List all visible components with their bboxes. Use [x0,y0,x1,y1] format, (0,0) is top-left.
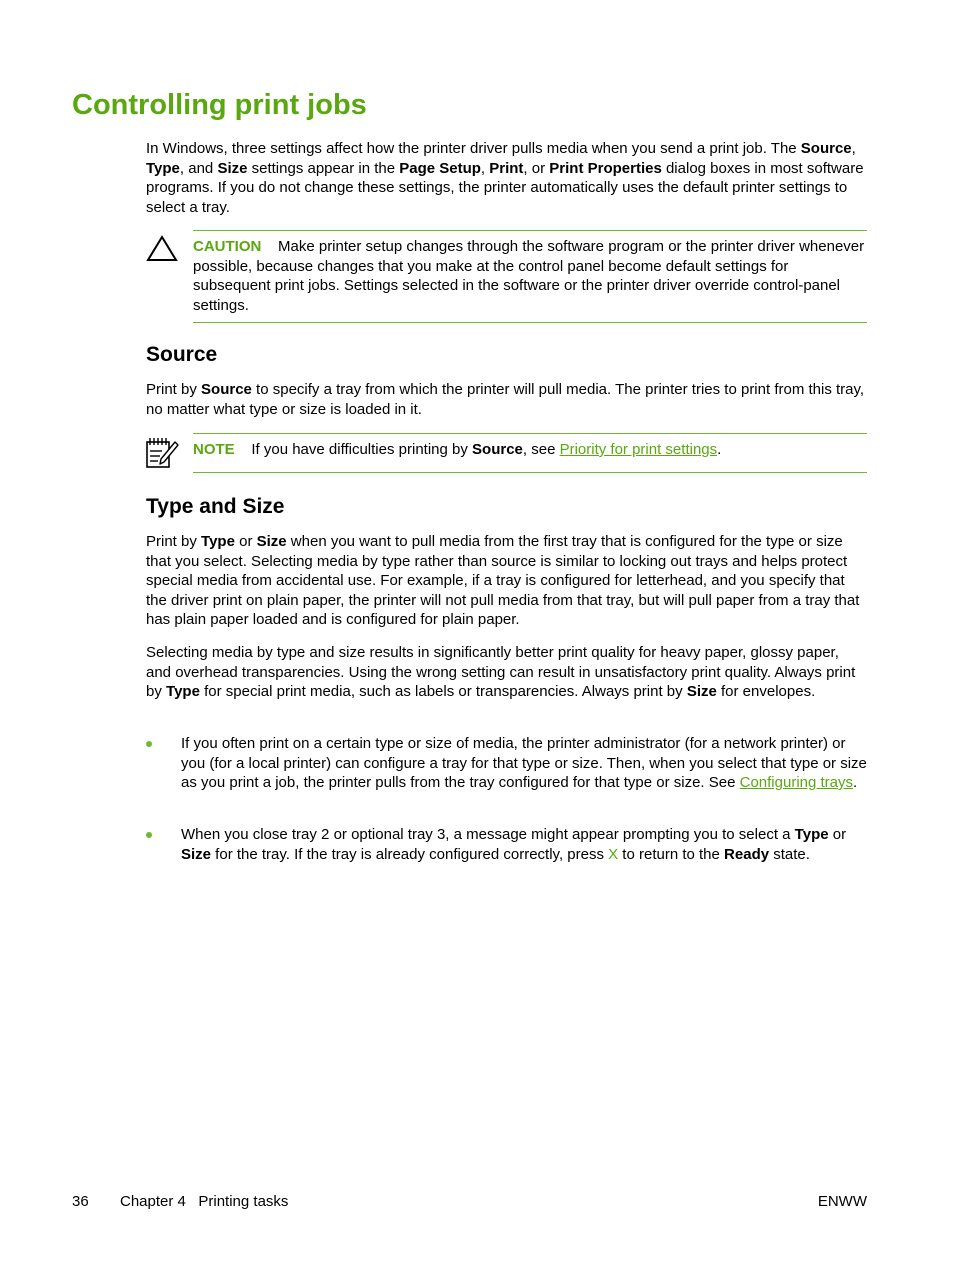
intro-text: dialog boxes in most software programs. If you do not change these settings, the printer automatically uses the default printer settings to select a tray. [146,159,864,216]
intro-paragraph [146,139,867,217]
caution-label: CAUTION [193,238,262,255]
bullet-text: . [853,774,858,791]
footer-chapter: Chapter 4 Printing tasks [120,1193,289,1210]
source-text: Print by [146,381,202,398]
source-bold: Source [201,381,252,398]
intro-text: In Windows, three settings affect how the printer driver pulls media when you send a print job. The [146,140,801,157]
intro-text: settings appear in the [247,159,400,177]
bullet-text: If you often print on a certain type or size of media, the printer administrator (for a network printer) or you (for a local printer) can configure a tray for that type or size. Then, when you select that type or size as you print a job, the printer pulls from the tray configured for that type or size. See [181,735,867,791]
caution-text: Make printer setup changes through the software program or the printer driver whenever possible, because changes that you make at the control panel become default settings for subsequent print jobs. Settings selected in the software or the printer driver override control-panel settings. [193,238,865,314]
intro-text: , or [523,159,550,177]
bullet-item-2 [181,825,867,864]
bullet-bold: Type [794,826,829,843]
intro-bold-print-properties: Print Properties [549,159,662,177]
type-size-paragraph-2 [146,643,867,702]
intro-text: , [851,140,856,157]
bullet-text: for the tray. If the tray is already configured correctly, press [211,845,609,863]
type-size-text: for special print media, such as labels or transparencies. Always print by [199,683,687,700]
bullet-bold: Size [181,845,212,863]
bullet-marker [146,832,152,838]
note-bold: Source [472,441,523,458]
note-pad-icon [144,436,180,470]
bullet-bold: Ready [724,845,770,863]
bullet-text: or [828,826,847,843]
intro-bold-source: Source [800,140,852,157]
type-size-bold: Type [201,533,235,550]
intro-bold-print: Print [489,159,524,177]
intro-bold-page-setup: Page Setup [399,159,481,177]
type-size-bold: Type [166,683,200,700]
type-size-text: Print by [146,533,202,550]
note-text: . [717,441,722,458]
footer-page-number: 36 [72,1193,89,1210]
source-text: to specify a tray from which the printer will pull media. The printer tries to print from this tray, no matter what type or size is loaded in it. [146,381,865,418]
type-size-bold: Size [686,683,717,700]
type-size-text: for envelopes. [716,683,816,700]
type-size-bold: Size [256,533,287,550]
intro-bold-size: Size [217,159,248,177]
note-label: NOTE [193,441,235,458]
type-size-text: Selecting media by type and size results in significantly better print quality for heavy paper, glossy paper, and overhead transparencies. Using the wrong setting can result in unsatisfactory print quality. Always print by [146,644,856,700]
page-title: Controlling print jobs [72,89,367,121]
priority-print-settings-link[interactable]: Priority for print settings [559,441,718,458]
section-heading-type-size: Type and Size [146,495,285,518]
footer-right: ENWW [817,1193,867,1210]
intro-text: , [480,159,490,177]
intro-bold-type: Type [146,159,180,177]
bullet-item-1 [181,734,867,793]
type-size-paragraph-1 [146,532,867,630]
type-size-text: when you want to pull media from the first tray that is configured for the type or size that you select. Selecting media by type rather than source is similar to locking out trays and helps protect special media from accidental use. For example, if a tray is configured for letterhead, and you specify that the driver print on plain paper, the printer will not pull media from that tray, but will pull paper from a tray that has plain paper loaded and is configured for plain paper. [146,533,860,628]
caution-triangle-icon [146,235,178,262]
configuring-trays-link[interactable]: Configuring trays [739,774,854,791]
note-text: If you have difficulties printing by [251,441,473,458]
bullet-marker [146,741,152,747]
caution-box [193,230,867,323]
intro-text: , and [179,159,218,177]
source-paragraph [146,380,867,419]
note-box [193,433,867,473]
note-text: , see [522,441,560,458]
bullet-text: state. [769,845,810,863]
bullet-text: to return to the [618,845,725,863]
type-size-text: or [234,533,257,550]
cancel-key-glyph: X [608,845,619,863]
bullet-text: When you close tray 2 or optional tray 3, a message might appear prompting you to select a [181,826,795,843]
section-heading-source: Source [146,343,218,366]
